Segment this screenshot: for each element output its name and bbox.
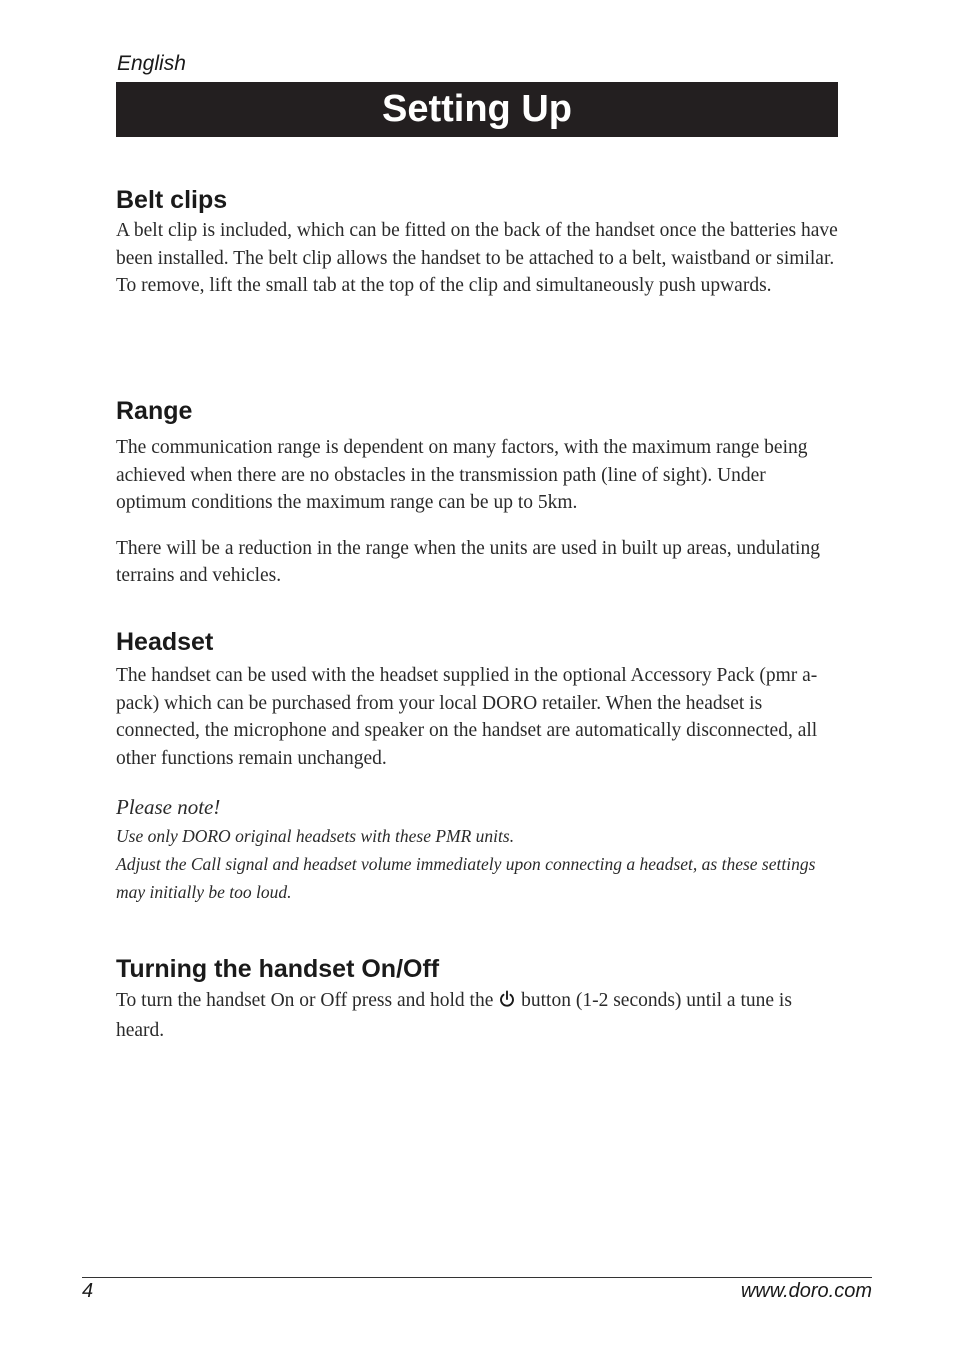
turning-heading: Turning the handset On/Off (116, 955, 440, 983)
note-line-2: Adjust the Call signal and headset volume immediately upon connecting a headset, as these settings may initially be too loud. (116, 854, 816, 902)
range-heading: Range (116, 397, 193, 425)
range-paragraph-1: The communication range is dependent on many factors, with the maximum range being achieved when there are no obstacles in the transmission path (line of sight). Under optimum conditions the maximum range can be up to 5km. (116, 437, 808, 513)
turning-text-before: To turn the handset On or Off press and hold the (116, 990, 494, 1011)
range-paragraph-2: There will be a reduction in the range when the units are used in built up areas, undulating terrains and vehicles. (116, 537, 820, 586)
power-icon (499, 989, 515, 1017)
footer-url: www.doro.com (740, 1280, 872, 1302)
belt-clips-paragraph-2: To remove, lift the small tab at the top of the clip and simultaneously push upwards. (116, 275, 772, 296)
headset-section (116, 627, 838, 906)
belt-clips-paragraph-1: A belt clip is included, which can be fitted on the back of the handset once the batteries have been installed. The belt clip allows the handset to be attached to a belt, waistband or similar. (116, 220, 838, 269)
page-title: Setting Up (116, 82, 838, 137)
turning-section (116, 954, 838, 1044)
turning-paragraph (116, 987, 838, 1044)
language-label: English (117, 52, 186, 75)
footer-divider (82, 1277, 872, 1278)
note-line-1: Use only DORO original headsets with these PMR units. (116, 826, 515, 846)
range-section (116, 396, 838, 590)
page-number: 4 (82, 1280, 94, 1302)
headset-paragraph: The handset can be used with the headset supplied in the optional Accessory Pack (pmr a-pack) which can be purchased from your local DORO retailer. When the headset is connected, the microphone and speaker on the handset are automatically disconnected, all other functions remain unchanged. (116, 665, 818, 769)
turning-text-after: button (1-2 seconds) until a tune is heard. (116, 990, 792, 1041)
note-title: Please note! (116, 795, 221, 819)
belt-clips-heading: Belt clips (116, 186, 228, 214)
headset-heading: Headset (116, 628, 214, 656)
belt-clips-section (116, 185, 838, 300)
